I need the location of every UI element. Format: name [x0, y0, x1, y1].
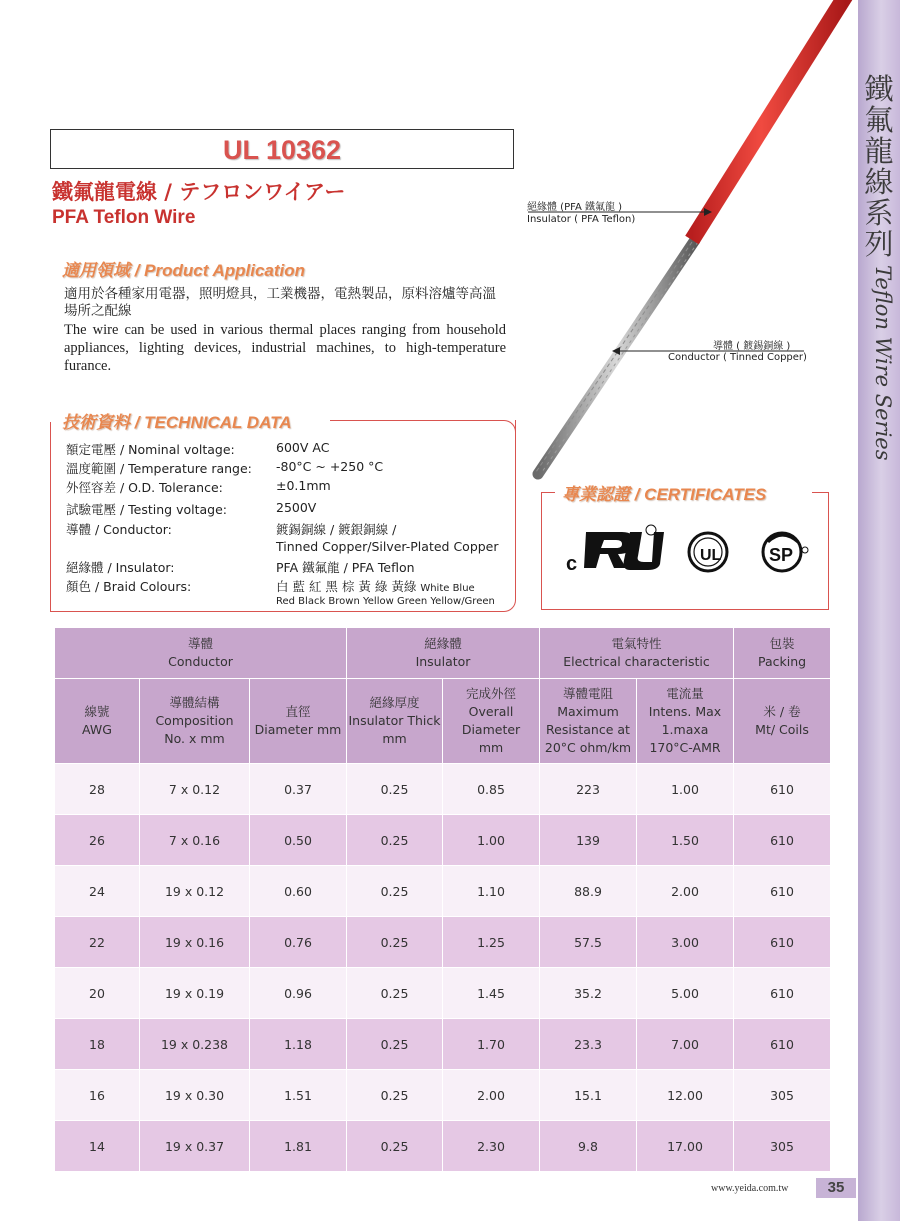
spec-value: 600V AC — [276, 440, 330, 455]
table-cell: 19 x 0.16 — [140, 917, 250, 968]
spec-value: ±0.1mm — [276, 478, 331, 493]
table-row — [55, 815, 831, 866]
csa-logo-text: SP — [769, 545, 794, 565]
table-cell: 0.25 — [347, 815, 443, 866]
col-header-diameter: 直徑 Diameter mm — [250, 679, 347, 764]
table-cell: 3.00 — [637, 917, 734, 968]
table-row — [55, 1070, 831, 1121]
spec-value-line2: Tinned Copper/Silver-Plated Copper — [276, 539, 499, 554]
table-cell: 57.5 — [540, 917, 637, 968]
table-cell: 0.37 — [250, 764, 347, 815]
table-cell: 19 x 0.12 — [140, 866, 250, 917]
table-cell: 0.50 — [250, 815, 347, 866]
table-cell: 19 x 0.37 — [140, 1121, 250, 1172]
table-group-header-row — [55, 628, 831, 679]
spec-value: 2500V — [276, 500, 317, 515]
col-header-packing: 米 / 卷 Mt/ Coils — [734, 679, 831, 764]
table-body — [55, 764, 831, 1172]
col-header-resistance: 導體電阻 Maximum Resistance at 20°C ohm/km — [540, 679, 637, 764]
subtitle-en: PFA Teflon Wire — [52, 207, 196, 228]
table-row — [55, 764, 831, 815]
application-text-cn: 適用於各種家用電器，照明燈具，工業機器，電熱製品，原料溶爐等高溫場所之配線 — [64, 286, 496, 319]
sidebar-title-en: Teflon Wire Series — [871, 265, 895, 461]
spec-value: -80°C ~ +250 °C — [276, 459, 384, 474]
insulator-label-en: Insulator ( PFA Teflon) — [527, 214, 636, 225]
table-cell: 19 x 0.19 — [140, 968, 250, 1019]
table-cell: 0.96 — [250, 968, 347, 1019]
table-cell: 2.00 — [443, 1070, 540, 1121]
spec-label: 外徑容差 / O.D. Tolerance: — [66, 480, 223, 495]
table-cell: 19 x 0.238 — [140, 1019, 250, 1070]
insulator-jacket — [692, 0, 846, 240]
table-cell: 1.25 — [443, 917, 540, 968]
table-cell: 7 x 0.12 — [140, 764, 250, 815]
table-cell: 17.00 — [637, 1121, 734, 1172]
table-cell: 305 — [734, 1070, 831, 1121]
tech-frame-top — [330, 420, 516, 432]
table-cell: 1.51 — [250, 1070, 347, 1121]
table-cell: 1.50 — [637, 815, 734, 866]
table-cell: 0.60 — [250, 866, 347, 917]
table-cell: 0.25 — [347, 1070, 443, 1121]
spec-value — [276, 577, 475, 595]
group-header-electrical: 電氣特性 Electrical characteristic — [540, 628, 734, 679]
table-cell: 20 — [55, 968, 140, 1019]
table-cell: 0.25 — [347, 764, 443, 815]
wire-illustration — [520, 0, 860, 480]
spec-table — [54, 627, 831, 1172]
colour-list-cn: 白 藍 紅 黑 棕 黃 綠 黃綠 — [276, 579, 417, 594]
table-cell: 610 — [734, 917, 831, 968]
table-cell: 14 — [55, 1121, 140, 1172]
table-cell: 0.25 — [347, 1121, 443, 1172]
ul-logo — [689, 533, 727, 571]
table-cell: 12.00 — [637, 1070, 734, 1121]
colour-list-en-part1: White Blue — [420, 583, 475, 594]
insulator-label-cn: 絕緣體 (PFA 鐵氟龍 ) — [527, 202, 623, 213]
table-cell: 24 — [55, 866, 140, 917]
table-cell: 28 — [55, 764, 140, 815]
model-title-box — [50, 129, 514, 169]
table-cell: 0.25 — [347, 866, 443, 917]
table-row — [55, 1121, 831, 1172]
subtitle-cn: 鐵氟龍電線 / テフロンワイアー — [52, 180, 346, 204]
csa-logo — [763, 533, 808, 571]
table-cell: 610 — [734, 815, 831, 866]
table-cell: 305 — [734, 1121, 831, 1172]
table-column-header-row — [55, 679, 831, 764]
table-cell: 139 — [540, 815, 637, 866]
sidebar-title-cn: 鐵氟龍線系列 — [864, 72, 894, 261]
cert-frame-top-left — [541, 492, 555, 494]
table-cell: 7 x 0.16 — [140, 815, 250, 866]
spec-label: 試驗電壓 / Testing voltage: — [66, 502, 227, 517]
spec-label: 顏色 / Braid Colours: — [66, 579, 192, 594]
table-cell: 2.00 — [637, 866, 734, 917]
table-cell: 1.10 — [443, 866, 540, 917]
table-cell: 7.00 — [637, 1019, 734, 1070]
spec-label: 導體 / Conductor: — [66, 522, 172, 537]
table-cell: 16 — [55, 1070, 140, 1121]
conductor-label-cn: 導體 ( 鍍錫銅線 ) — [713, 341, 791, 352]
col-header-insulator-thick: 絕緣厚度 Insulator Thick mm — [347, 679, 443, 764]
table-cell: 0.76 — [250, 917, 347, 968]
col-header-current: 電流量 Intens. Max 1.maxa 170°C-AMR — [637, 679, 734, 764]
table-cell: 35.2 — [540, 968, 637, 1019]
table-cell: 23.3 — [540, 1019, 637, 1070]
page-number: 35 — [816, 1178, 856, 1198]
table-cell: 15.1 — [540, 1070, 637, 1121]
spec-label: 溫度範圍 / Temperature range: — [66, 461, 252, 476]
spec-value: 鍍錫銅線 / 鍍銀銅線 / — [276, 522, 397, 537]
table-row — [55, 1019, 831, 1070]
group-header-packing: 包裝 Packing — [734, 628, 831, 679]
table-cell: 0.25 — [347, 968, 443, 1019]
spec-label: 額定電壓 / Nominal voltage: — [66, 442, 235, 457]
table-cell: 18 — [55, 1019, 140, 1070]
table-cell: 223 — [540, 764, 637, 815]
table-cell: 5.00 — [637, 968, 734, 1019]
cru-logo — [566, 525, 664, 575]
table-cell: 0.25 — [347, 917, 443, 968]
cru-logo-c: c — [566, 553, 578, 575]
technical-heading: 技術資料 / TECHNICAL DATA — [62, 408, 298, 433]
table-cell: 610 — [734, 968, 831, 1019]
cert-frame-top-right — [812, 492, 829, 494]
table-cell: 88.9 — [540, 866, 637, 917]
table-cell: 1.45 — [443, 968, 540, 1019]
table-cell: 610 — [734, 1019, 831, 1070]
table-cell: 26 — [55, 815, 140, 866]
table-cell: 2.30 — [443, 1121, 540, 1172]
col-header-composition: 導體結構 Composition No. x mm — [140, 679, 250, 764]
certification-logos — [560, 520, 820, 584]
table-cell: 0.25 — [347, 1019, 443, 1070]
table-cell: 19 x 0.30 — [140, 1070, 250, 1121]
table-cell: 9.8 — [540, 1121, 637, 1172]
table-cell: 1.81 — [250, 1121, 347, 1172]
table-cell: 0.85 — [443, 764, 540, 815]
table-row — [55, 917, 831, 968]
table-cell: 1.00 — [637, 764, 734, 815]
table-cell: 610 — [734, 866, 831, 917]
model-title: UL 10362 — [222, 135, 342, 165]
col-header-awg: 線號 AWG — [55, 679, 140, 764]
spec-value: PFA 鐵氟龍 / PFA Teflon — [276, 560, 415, 575]
table-cell: 1.18 — [250, 1019, 347, 1070]
application-text-en: The wire can be used in various thermal places ranging from household appliances, lighting devices, industrial machines, to high-temperature furance. — [64, 322, 506, 374]
group-header-insulator: 絕緣體 Insulator — [347, 628, 540, 679]
table-cell: 22 — [55, 917, 140, 968]
colour-list-en-part2: Red Black Brown Yellow Green Yellow/Green — [276, 596, 495, 607]
certificates-heading: 專業認證 / CERTIFICATES — [562, 485, 767, 504]
table-cell: 610 — [734, 764, 831, 815]
group-header-conductor: 導體 Conductor — [55, 628, 347, 679]
table-cell: 1.70 — [443, 1019, 540, 1070]
table-row — [55, 866, 831, 917]
spec-label: 絕緣體 / Insulator: — [66, 560, 175, 575]
table-cell: 1.00 — [443, 815, 540, 866]
application-heading: 適用領域 / Product Application — [62, 261, 306, 280]
ul-logo-text: UL — [700, 547, 722, 564]
footer-url: www.yeida.com.tw — [711, 1183, 789, 1194]
conductor-label-en: Conductor ( Tinned Copper) — [668, 352, 807, 363]
col-header-overall-diameter: 完成外徑 Overall Diameter mm — [443, 679, 540, 764]
table-row — [55, 968, 831, 1019]
